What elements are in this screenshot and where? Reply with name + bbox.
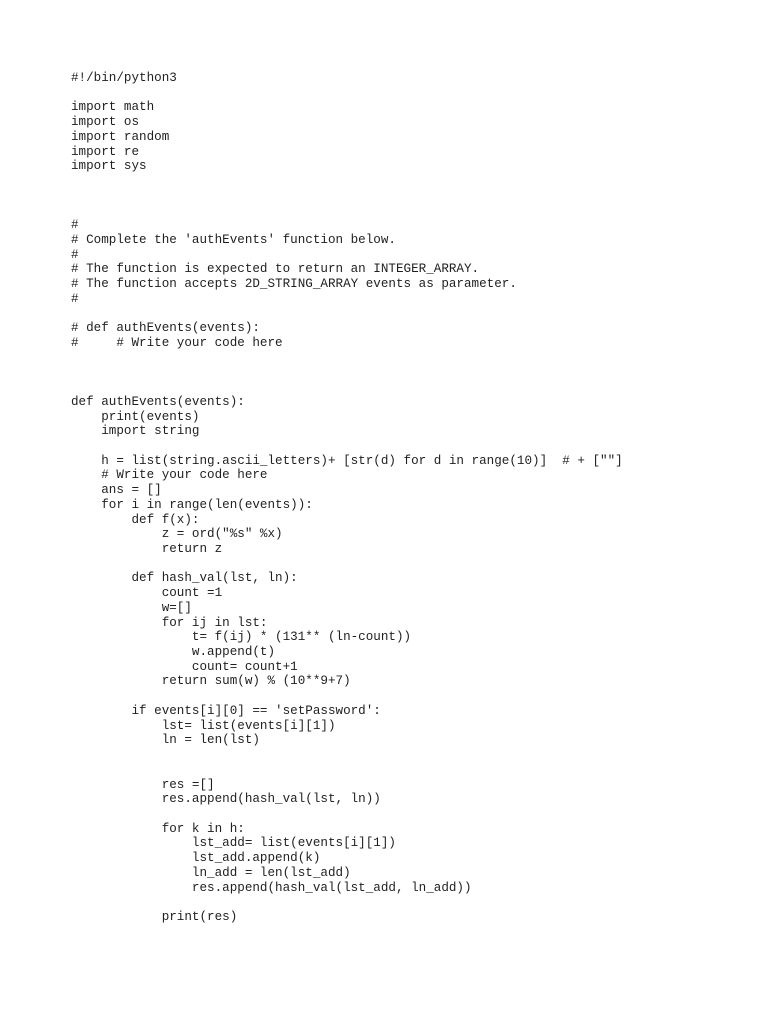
code-line: count =1 bbox=[71, 586, 223, 601]
code-line: import math bbox=[71, 100, 155, 115]
code-line: # Write your code here bbox=[71, 468, 268, 483]
code-line: return sum(w) % (10**9+7) bbox=[71, 674, 351, 689]
code-line: res.append(hash_val(lst, ln)) bbox=[71, 792, 381, 807]
code-line: ln_add = len(lst_add) bbox=[71, 865, 351, 880]
code-line bbox=[71, 203, 623, 218]
code-line bbox=[71, 365, 623, 380]
code-line bbox=[71, 895, 623, 910]
code-line: h = list(string.ascii_letters)+ [str(d) for d in range(10)] # + [""] bbox=[71, 453, 623, 468]
code-line bbox=[71, 189, 623, 204]
code-line bbox=[71, 763, 623, 778]
code-line: def f(x): bbox=[71, 512, 200, 527]
code-line: print(events) bbox=[71, 409, 200, 424]
code-line bbox=[71, 748, 623, 763]
code-line: lst_add= list(events[i][1]) bbox=[71, 836, 396, 851]
code-line: # def authEvents(events): bbox=[71, 321, 260, 336]
code-line: # Complete the 'authEvents' function below. bbox=[71, 232, 396, 247]
code-line: def authEvents(events): bbox=[71, 394, 245, 409]
code-line bbox=[71, 807, 623, 822]
code-line bbox=[71, 557, 623, 572]
code-line bbox=[71, 689, 623, 704]
code-line: # # Write your code here bbox=[71, 335, 283, 350]
code-line bbox=[71, 174, 623, 189]
code-line: if events[i][0] == 'setPassword': bbox=[71, 703, 381, 718]
code-line bbox=[71, 86, 623, 101]
code-line: t= f(ij) * (131** (ln-count)) bbox=[71, 630, 412, 645]
code-line: import sys bbox=[71, 159, 147, 174]
code-line: for i in range(len(events)): bbox=[71, 497, 313, 512]
code-line: #!/bin/python3 bbox=[71, 71, 177, 85]
code-line: # bbox=[71, 291, 79, 306]
code-line: # bbox=[71, 247, 79, 262]
code-line: lst_add.append(k) bbox=[71, 851, 321, 866]
code-line bbox=[71, 351, 623, 366]
code-line: lst= list(events[i][1]) bbox=[71, 718, 336, 733]
code-line bbox=[71, 307, 623, 322]
code-line: res =[] bbox=[71, 777, 215, 792]
code-line: def hash_val(lst, ln): bbox=[71, 571, 298, 586]
code-line: print(res) bbox=[71, 909, 238, 924]
code-line: z = ord("%s" %x) bbox=[71, 527, 283, 542]
code-line: ln = len(lst) bbox=[71, 733, 260, 748]
code-line: w=[] bbox=[71, 600, 192, 615]
code-line: # The function is expected to return an INTEGER_ARRAY. bbox=[71, 262, 480, 277]
code-line: for ij in lst: bbox=[71, 615, 268, 630]
code-line bbox=[71, 439, 623, 454]
code-line: # The function accepts 2D_STRING_ARRAY events as parameter. bbox=[71, 277, 517, 292]
code-line: import os bbox=[71, 115, 140, 130]
code-line: import re bbox=[71, 144, 140, 159]
code-line: res.append(hash_val(lst_add, ln_add)) bbox=[71, 880, 472, 895]
code-line: return z bbox=[71, 542, 223, 556]
code-line: import random bbox=[71, 129, 170, 144]
code-line: # bbox=[71, 218, 79, 233]
code-line: count= count+1 bbox=[71, 659, 298, 674]
code-line bbox=[71, 380, 623, 395]
code-line: for k in h: bbox=[71, 821, 245, 836]
code-line: ans = [] bbox=[71, 483, 162, 498]
code-line: import string bbox=[71, 424, 200, 439]
code-listing bbox=[71, 71, 623, 925]
code-line: w.append(t) bbox=[71, 645, 276, 660]
